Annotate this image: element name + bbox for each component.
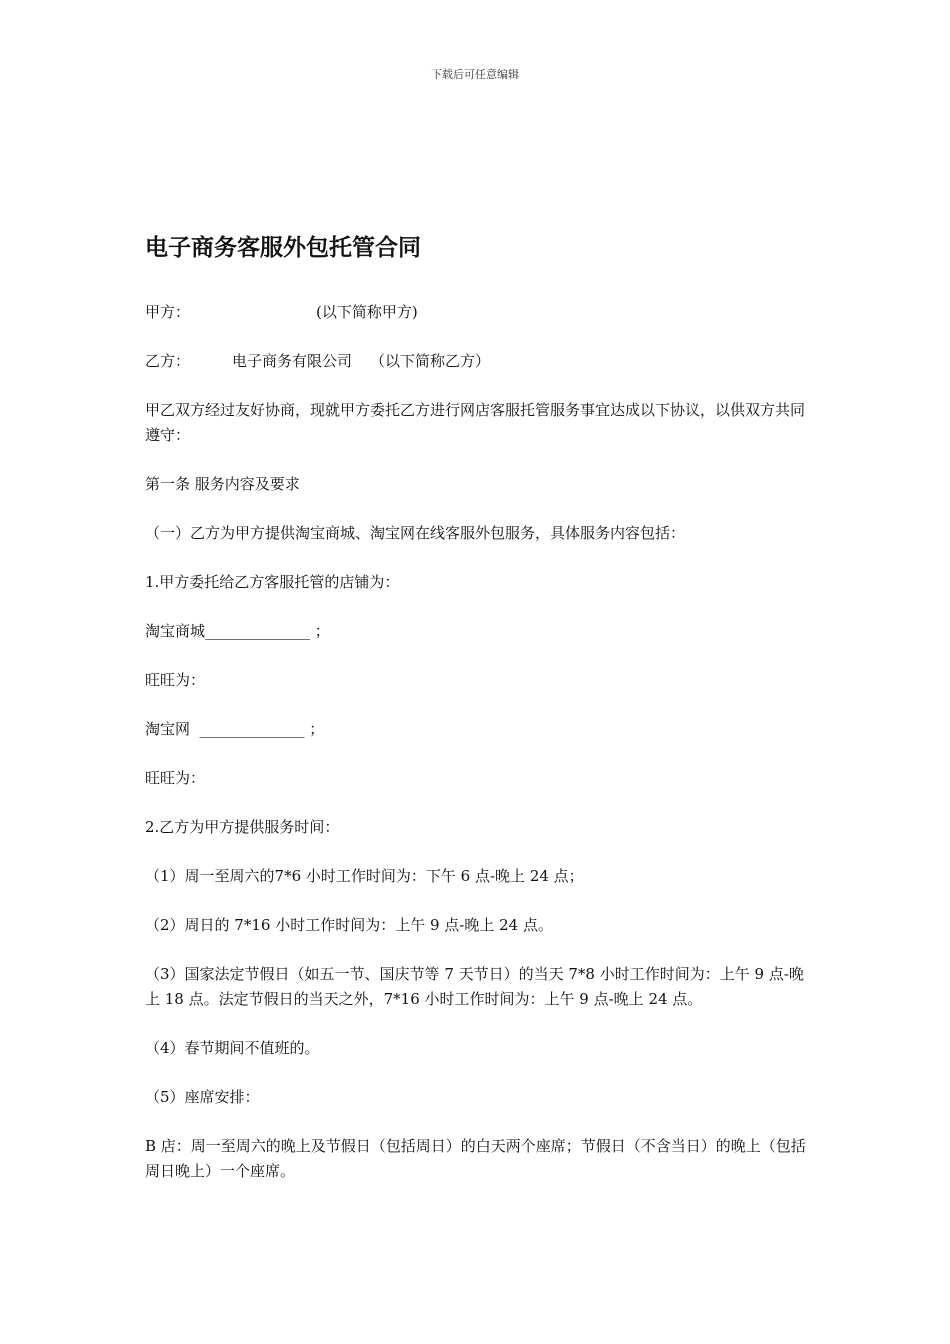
header-note: 下载后可任意编辑 — [431, 68, 519, 81]
party-a-label: 甲方： — [145, 303, 191, 321]
clause-1: （一）乙方为甲方提供淘宝商城、淘宝网在线客服外包服务，具体服务内容包括： — [145, 524, 686, 542]
item-2: 2.乙方为甲方提供服务时间： — [145, 818, 340, 836]
party-b-label: 乙方： — [145, 352, 191, 370]
time-clause-2: （2）周日的 7*16 小时工作时间为：上午 9 点-晚上 24 点。 — [145, 916, 553, 934]
time-clause-5: （5）座席安排： — [145, 1088, 260, 1106]
time-clause-3: （3）国家法定节假日（如五一节、国庆节等 7 天节日）的当天 7*8 小时工作时间为：上午 9 点-晚上 18 点。法定节假日的当天之外，7*16 小时工作时间为：上午 9 点-晚上 24 点。 — [145, 965, 804, 1008]
contract-body — [145, 232, 810, 1208]
party-b-note: （以下简称乙方） — [370, 352, 491, 370]
item-1: 1.甲方委托给乙方客服托管的店铺为： — [145, 573, 400, 591]
party-a-note: (以下简称甲方) — [316, 303, 418, 321]
store-b-paragraph: B 店：周一至周六的晚上及节假日（包括周日）的白天两个座席；节假日（不含当日）的晚上（包括周日晚上）一个座席。 — [145, 1137, 806, 1180]
wangwang-line-2: 旺旺为： — [145, 769, 206, 787]
time-clause-1: （1）周一至周六的7*6 小时工作时间为：下午 6 点-晚上 24 点； — [145, 867, 584, 885]
intro-paragraph: 甲乙双方经过友好协商，现就甲方委托乙方进行网店客服托管服务事宜达成以下协议，以供双方共同遵守： — [145, 401, 806, 444]
party-b-name: 电子商务有限公司 — [232, 352, 353, 370]
page-title: 电子商务客服外包托管合同 — [145, 234, 421, 261]
tmall-store-line: 淘宝商城______________ ； — [145, 622, 330, 640]
time-clause-4: （4）春节期间不值班的。 — [145, 1039, 320, 1057]
article-1-title: 第一条 服务内容及要求 — [145, 475, 300, 493]
taobao-store-line: 淘宝网 ______________ ； — [145, 720, 325, 738]
wangwang-line-1: 旺旺为： — [145, 671, 206, 689]
party-b-line — [145, 349, 810, 374]
party-a-line — [145, 300, 810, 325]
